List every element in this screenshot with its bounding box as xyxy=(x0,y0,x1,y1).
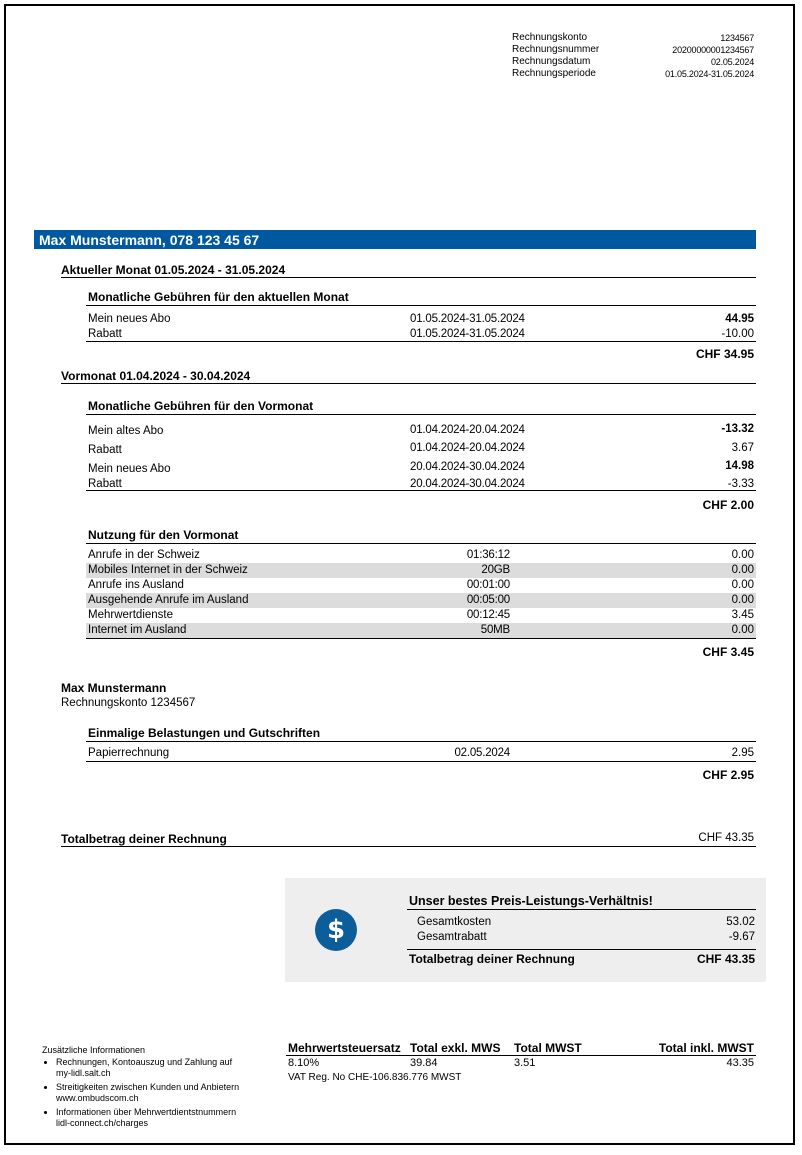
divider xyxy=(86,341,756,342)
fee-label: Mein neues Abo xyxy=(88,463,171,475)
info-item xyxy=(56,1107,272,1129)
info-item-link[interactable]: lidl-connect.ch/charges xyxy=(56,1118,149,1128)
header-label: Rechnungsdatum xyxy=(512,56,591,67)
usage-amount: 0.00 xyxy=(731,549,754,561)
promo-title: Unser bestes Preis-Leistungs-Verhältnis! xyxy=(409,894,653,908)
header-label: Rechnungskonto xyxy=(512,32,588,43)
info-item-text: Rechnungen, Kontoauszug und Zahlung auf xyxy=(56,1057,233,1067)
header-value: 1234567 xyxy=(720,33,754,43)
divider xyxy=(286,1055,756,1056)
header-value: 20200000001234567 xyxy=(672,45,754,55)
usage-label: Internet im Ausland xyxy=(88,624,187,636)
fee-amount: -3.33 xyxy=(727,478,754,490)
fee-amount: 44.95 xyxy=(725,313,754,325)
info-item-text: Streitigkeiten zwischen Kunden und Anbietern xyxy=(56,1082,240,1092)
promo-row-label: Gesamtrabatt xyxy=(417,931,487,943)
fee-period: 20.04.2024-30.04.2024 xyxy=(410,461,525,473)
info-item xyxy=(56,1082,272,1104)
usage-amount: 0.00 xyxy=(731,594,754,606)
usage-quantity: 00:12:45 xyxy=(466,609,510,621)
additional-info xyxy=(42,1045,272,1132)
vat-incl: 43.35 xyxy=(726,1057,754,1069)
divider xyxy=(86,638,756,639)
promo-row-label: Gesamtkosten xyxy=(417,916,492,928)
previous-month-total: CHF 2.00 xyxy=(702,498,754,512)
usage-label: Mehrwertdienste xyxy=(88,609,174,621)
current-fees-title: Monatliche Gebühren für den aktuellen Monat xyxy=(88,290,349,304)
vat-excl: 39.84 xyxy=(410,1057,438,1069)
promo-total-value: CHF 43.35 xyxy=(696,952,755,966)
fee-label: Mein neues Abo xyxy=(88,313,171,325)
fee-amount: -13.32 xyxy=(721,423,754,435)
invoice-header-info xyxy=(512,32,754,80)
header-row-account xyxy=(512,32,754,44)
info-item-link[interactable]: my-lidl.salt.ch xyxy=(56,1068,111,1078)
header-value: 01.05.2024-31.05.2024 xyxy=(665,69,754,79)
customer-account: Rechnungskonto 1234567 xyxy=(61,697,196,709)
usage-quantity: 20GB xyxy=(481,564,510,576)
customer-name: Max Munstermann xyxy=(61,681,167,695)
fee-period: 01.04.2024-20.04.2024 xyxy=(410,442,525,454)
vat-header-rate: Mehrwertsteuersatz xyxy=(288,1041,401,1055)
grand-total-label: Totalbetrag deiner Rechnung xyxy=(61,832,227,846)
header-row-number xyxy=(512,44,754,56)
grand-total-value: CHF 43.35 xyxy=(698,832,754,844)
usage-quantity: 50MB xyxy=(480,624,510,636)
one-time-total: CHF 2.95 xyxy=(702,768,754,782)
one-time-label: Papierrechnung xyxy=(88,747,170,759)
divider xyxy=(86,543,756,544)
header-label: Rechnungsnummer xyxy=(512,44,600,55)
info-item xyxy=(56,1057,272,1079)
usage-amount: 3.45 xyxy=(731,609,754,621)
usage-amount: 0.00 xyxy=(731,579,754,591)
usage-amount: 0.00 xyxy=(731,564,754,576)
vat-rate: 8.10% xyxy=(288,1057,320,1069)
vat-header-vat: Total MWST xyxy=(514,1041,582,1055)
one-time-title: Einmalige Belastungen und Gutschriften xyxy=(88,726,321,740)
usage-label: Anrufe in der Schweiz xyxy=(88,549,200,561)
divider xyxy=(407,909,756,910)
fee-period: 01.05.2024-31.05.2024 xyxy=(410,328,525,340)
fee-amount: 3.67 xyxy=(731,442,754,454)
usage-title: Nutzung für den Vormonat xyxy=(88,528,239,542)
info-item-text: Informationen über Mehrwertdientstnummern xyxy=(56,1107,237,1117)
divider xyxy=(61,383,756,384)
divider xyxy=(61,277,756,278)
fee-label: Mein altes Abo xyxy=(88,425,164,437)
vat-header-excl: Total exkl. MWS xyxy=(410,1041,501,1055)
fee-amount: -10.00 xyxy=(721,328,754,340)
customer-banner: Max Munstermann, 078 123 45 67 xyxy=(34,230,756,249)
promo-row-value: -9.67 xyxy=(728,931,755,943)
header-row-date xyxy=(512,56,754,68)
info-item-link[interactable]: www.ombudscom.ch xyxy=(56,1093,139,1103)
fee-label: Rabatt xyxy=(88,444,122,456)
divider xyxy=(86,305,756,306)
fee-label: Rabatt xyxy=(88,478,122,490)
fee-period: 01.05.2024-31.05.2024 xyxy=(410,313,525,325)
usage-total: CHF 3.45 xyxy=(702,645,754,659)
usage-quantity: 00:01:00 xyxy=(466,579,510,591)
divider xyxy=(407,949,756,950)
divider xyxy=(61,846,756,847)
current-month-title: Aktueller Monat 01.05.2024 - 31.05.2024 xyxy=(61,263,286,277)
fee-period: 01.04.2024-20.04.2024 xyxy=(410,424,525,436)
usage-label: Anrufe ins Ausland xyxy=(88,579,184,591)
dollar-coin-icon: $ xyxy=(315,909,357,951)
header-row-period xyxy=(512,68,754,80)
divider xyxy=(86,490,756,491)
vat-header-incl: Total inkl. MWST xyxy=(658,1041,754,1055)
promo-total-label: Totalbetrag deiner Rechnung xyxy=(409,952,575,966)
additional-info-title: Zusätzliche Informationen xyxy=(42,1045,146,1055)
vat-registration: VAT Reg. No CHE-106.836.776 MWST xyxy=(288,1072,462,1083)
additional-info-list xyxy=(42,1057,272,1129)
header-label: Rechnungsperiode xyxy=(512,68,596,79)
current-month-total: CHF 34.95 xyxy=(695,347,754,361)
promo-row-value: 53.02 xyxy=(726,916,755,928)
usage-label: Ausgehende Anrufe im Ausland xyxy=(88,594,249,606)
one-time-amount: 2.95 xyxy=(731,747,754,759)
usage-amount: 0.00 xyxy=(731,624,754,636)
usage-quantity: 01:36:12 xyxy=(466,549,510,561)
divider xyxy=(86,741,756,742)
fee-period: 20.04.2024-30.04.2024 xyxy=(410,478,525,490)
divider xyxy=(86,761,756,762)
usage-quantity: 00:05:00 xyxy=(466,594,510,606)
previous-month-title: Vormonat 01.04.2024 - 30.04.2024 xyxy=(61,369,251,383)
fee-label: Rabatt xyxy=(88,328,122,340)
usage-label: Mobiles Internet in der Schweiz xyxy=(88,564,248,576)
one-time-date: 02.05.2024 xyxy=(454,747,510,759)
fee-amount: 14.98 xyxy=(725,460,754,472)
header-value: 02.05.2024 xyxy=(710,57,754,67)
vat-amount: 3.51 xyxy=(514,1057,536,1069)
promo-box xyxy=(285,878,766,982)
previous-fees-title: Monatliche Gebühren für den Vormonat xyxy=(88,399,314,413)
divider xyxy=(86,414,756,415)
